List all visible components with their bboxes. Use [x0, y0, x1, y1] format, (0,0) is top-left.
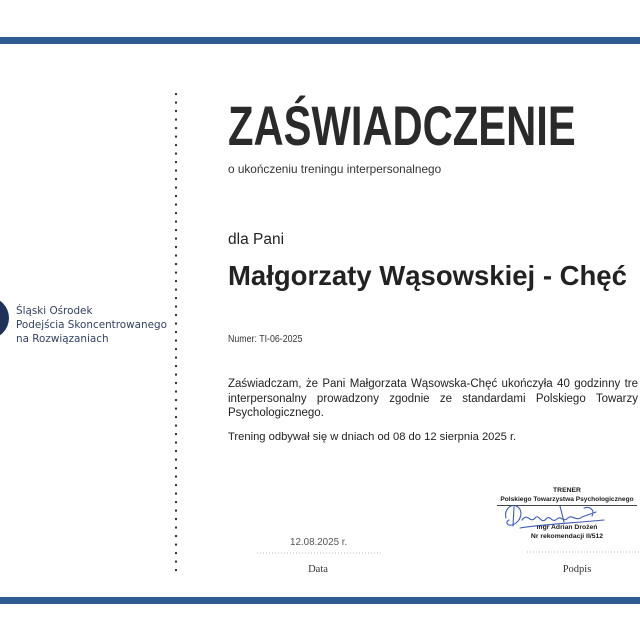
stamp-role: TRENER [553, 487, 581, 494]
date-label: Data [308, 564, 328, 575]
organization-name [16, 304, 167, 346]
signature-label: Podpis [562, 564, 592, 575]
body-line: Psychologicznego. [228, 407, 324, 419]
logo-icon [0, 296, 12, 340]
stamp-organization: Polskiego Towarzystwa Psychologicznego [497, 495, 637, 506]
org-name-line-3: na Rozwiązaniach [16, 333, 109, 345]
org-name-line-2: Podejścia Skoncentrowanego [16, 319, 167, 331]
signature-dotted-line [526, 550, 640, 554]
issue-date: 12.08.2025 r. [290, 537, 348, 548]
training-dates: Trening odbywał się w dniach od 08 do 12 sierpnia 2025 r. [228, 431, 517, 443]
certificate-title: ZAŚWIADCZENIE [228, 94, 576, 157]
vertical-dotted-divider [170, 90, 182, 582]
certificate-number: Numer: TI-06-2025 [228, 333, 303, 345]
body-line: Zaświadczam, że Pani Małgorzata Wąsowska-Chęć ukończyła 40 godzinny tre [228, 378, 638, 390]
certificate-subtitle: o ukończeniu treningu interpersonalnego [228, 162, 442, 176]
body-line: interpersonalny prowadzony zgodnie ze standardami Polskiego Towarzy [228, 392, 638, 405]
stamp-recommendation-number: Nr rekomendacji II/512 [530, 533, 604, 540]
date-dotted-line [256, 551, 382, 555]
bottom-accent-bar [0, 597, 640, 604]
recipient-name: Małgorzaty Wąsowskiej - Chęć [228, 260, 627, 291]
stamp-trainer-name: mgr Adrian Drożeń [536, 524, 598, 531]
salutation: dla Pani [228, 231, 285, 248]
top-accent-bar [0, 37, 640, 44]
certificate-body [228, 377, 638, 421]
org-name-line-1: Śląski Ośrodek [16, 305, 93, 317]
signature-scribble [500, 498, 610, 534]
